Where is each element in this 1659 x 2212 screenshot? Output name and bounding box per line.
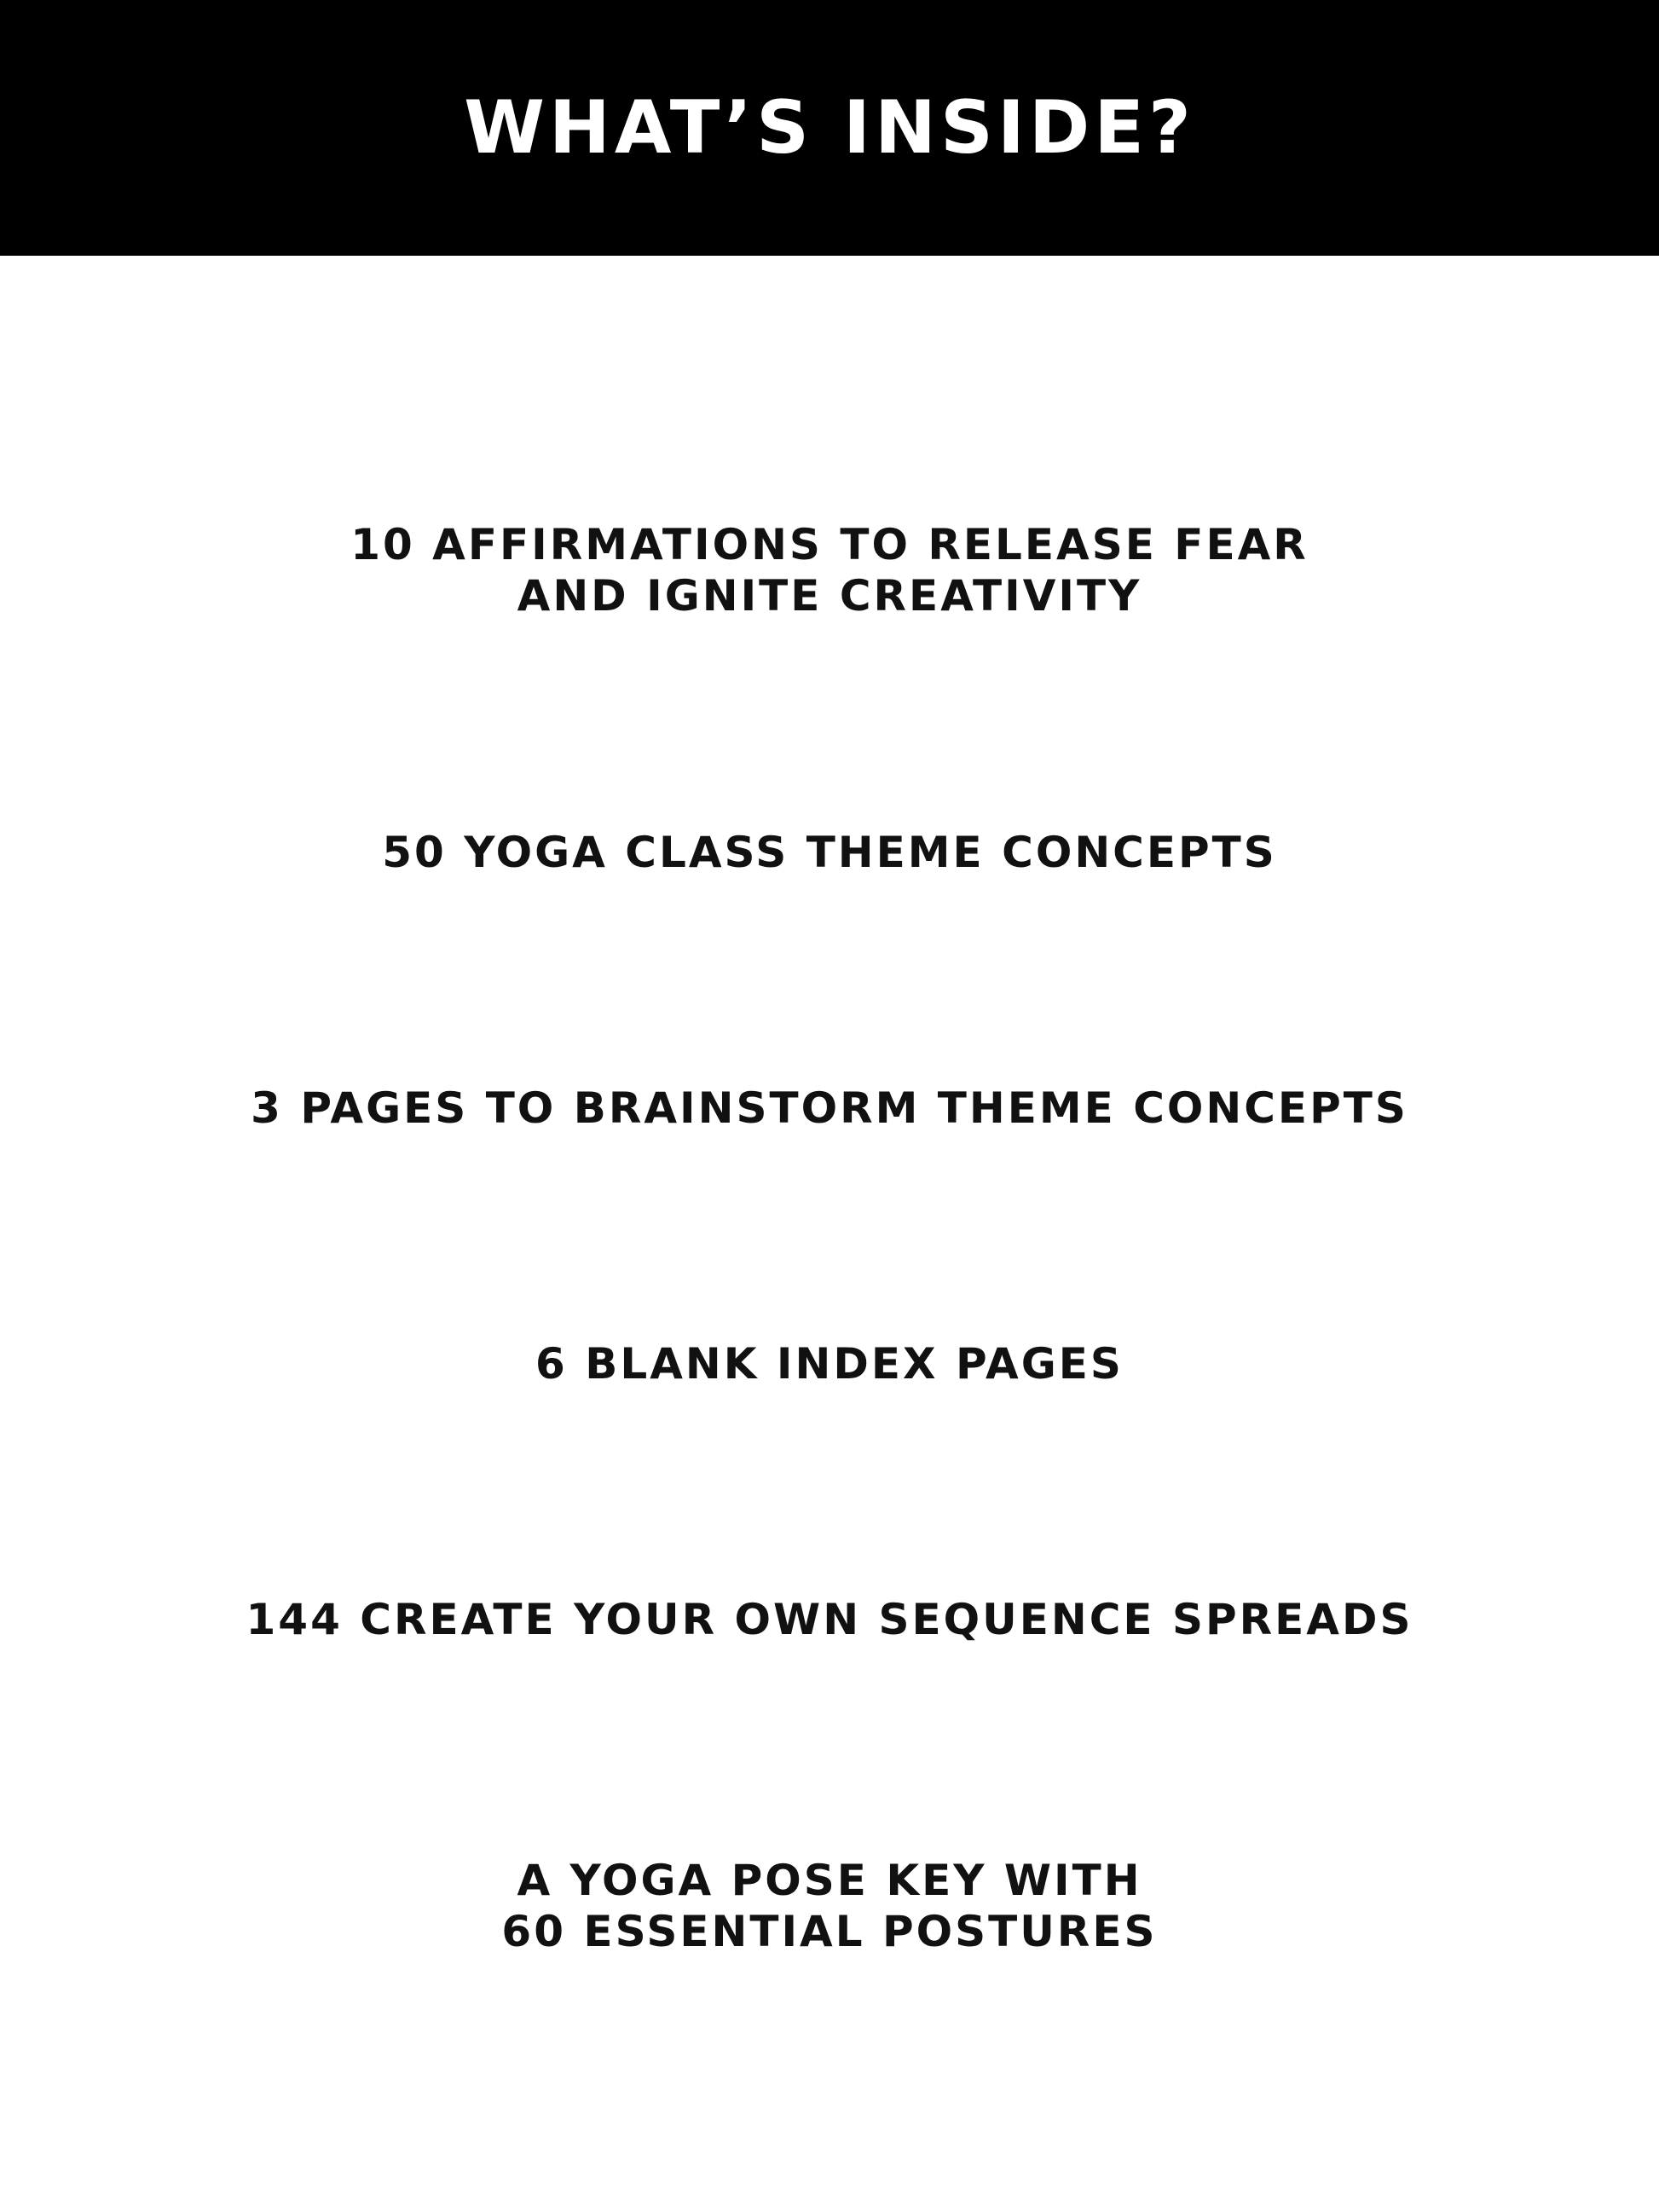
contents-item-index-pages <box>0 1338 1659 1389</box>
item-line: AND IGNITE CREATIVITY <box>517 571 1142 621</box>
item-line: 6 BLANK INDEX PAGES <box>535 1339 1124 1389</box>
item-line: 144 CREATE YOUR OWN SEQUENCE SPREADS <box>246 1595 1413 1644</box>
contents-item-sequence-spreads <box>0 1594 1659 1645</box>
contents-item-affirmations <box>0 519 1659 621</box>
header-banner <box>0 0 1659 256</box>
contents-item-pose-key <box>0 1855 1659 1957</box>
item-line: 3 PAGES TO BRAINSTORM THEME CONCEPTS <box>251 1083 1408 1133</box>
item-line: 10 AFFIRMATIONS TO RELEASE FEAR <box>350 520 1309 569</box>
contents-item-theme-concepts <box>0 827 1659 878</box>
page-title: WHAT’S INSIDE? <box>464 85 1195 170</box>
item-line: 60 ESSENTIAL POSTURES <box>501 1907 1158 1956</box>
contents-item-brainstorm-pages <box>0 1083 1659 1134</box>
item-line: A YOGA POSE KEY WITH <box>517 1856 1142 1905</box>
item-line: 50 YOGA CLASS THEME CONCEPTS <box>382 828 1277 877</box>
